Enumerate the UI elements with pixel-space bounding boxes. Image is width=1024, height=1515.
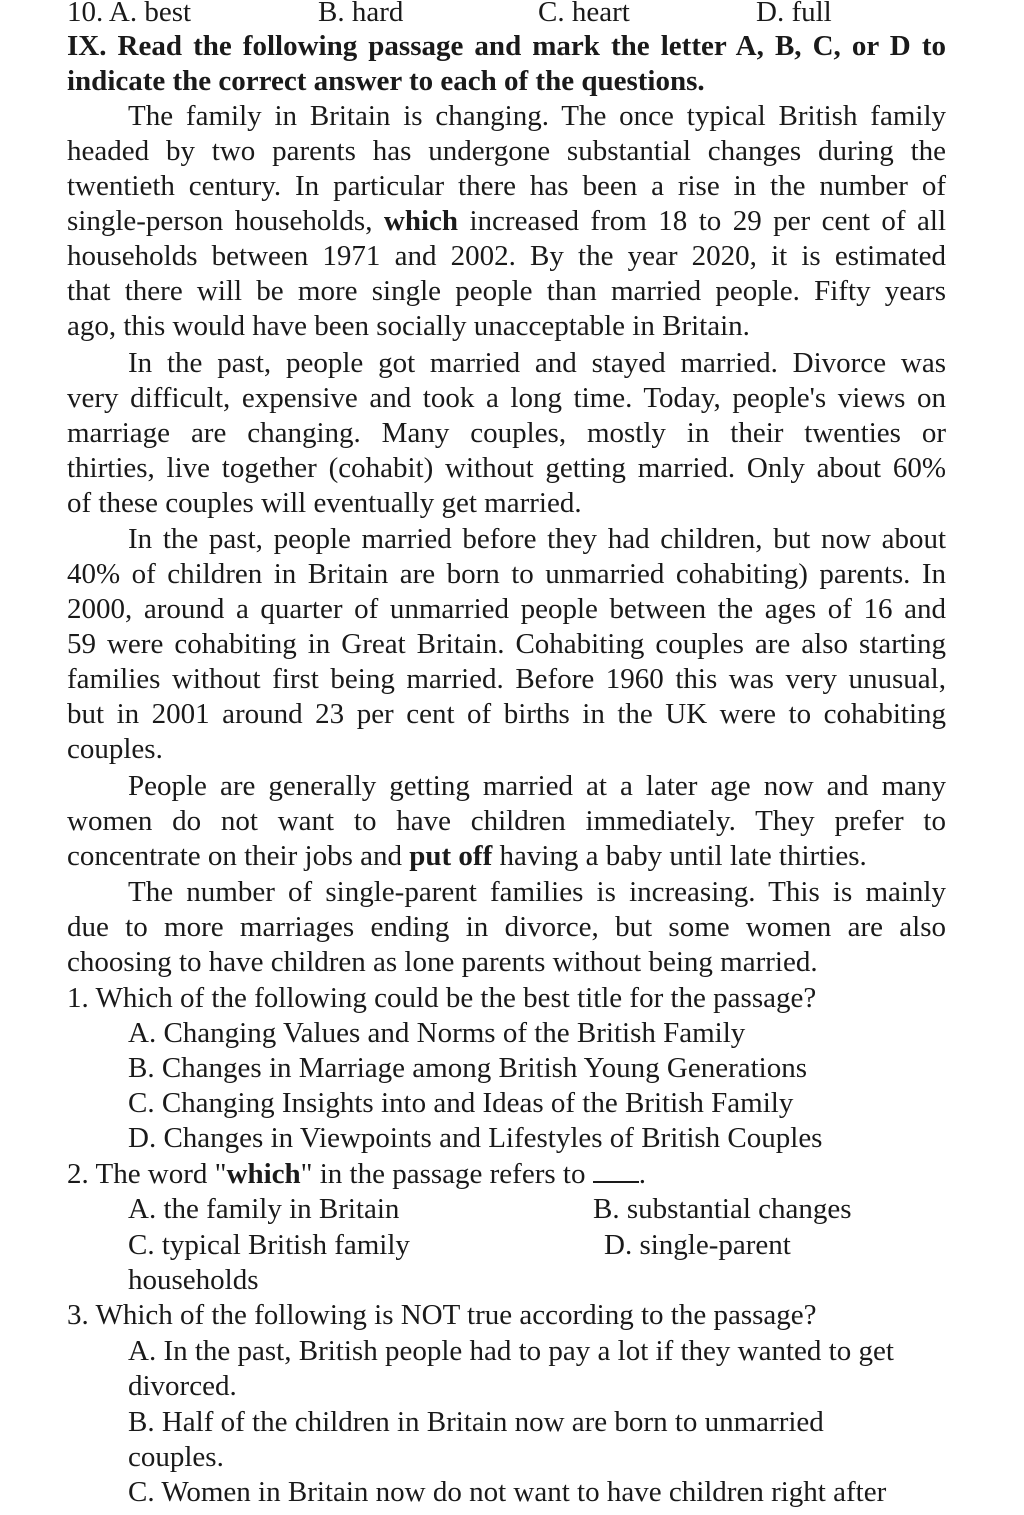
p5-line-3: choosing to have children as lone parents without being married. xyxy=(67,946,818,978)
p5-line-2: due to more marriages ending in divorce, but some women are also xyxy=(67,911,946,943)
p3-line-2: 40% of children in Britain are born to unmarried cohabiting) parents. In xyxy=(67,558,946,590)
q2-option-a: A. the family in Britain xyxy=(128,1193,400,1225)
p1-line-5: households between 1971 and 2002. By the year 2020, it is estimated xyxy=(67,240,946,272)
section-heading-line-1: IX. Read the following passage and mark the letter A, B, C, or D to xyxy=(67,30,946,62)
q1-stem: 1. Which of the following could be the best title for the passage? xyxy=(67,982,817,1014)
p2-line-5: of these couples will eventually get married. xyxy=(67,487,582,519)
highlighted-phrase-put-off: put off xyxy=(409,840,493,872)
q2-option-b: B. substantial changes xyxy=(593,1193,852,1225)
q2-stem: 2. The word "which" in the passage refers to . xyxy=(67,1158,646,1190)
section-heading-line-2: indicate the correct answer to each of the questions. xyxy=(67,65,705,97)
p2-line-4: thirties, live together (cohabit) without getting married. Only about 60% xyxy=(67,452,946,484)
q2-option-d: D. single-parent xyxy=(604,1229,791,1261)
p2-line-1: In the past, people got married and stayed married. Divorce was xyxy=(128,347,946,379)
q3-option-c: C. Women in Britain now do not want to have children right after xyxy=(128,1476,887,1508)
q1-option-b: B. Changes in Marriage among British Young Generations xyxy=(128,1052,808,1084)
p1-line-1: The family in Britain is changing. The once typical British family xyxy=(128,100,946,132)
p2-line-3: marriage are changing. Many couples, mostly in their twenties or xyxy=(67,417,946,449)
q2-option-c: C. typical British family xyxy=(128,1229,410,1261)
p1-line-3: twentieth century. In particular there has been a rise in the number of xyxy=(67,170,946,202)
p3-line-6: but in 2001 around 23 per cent of births in the UK were to cohabiting xyxy=(67,698,946,730)
p1-line-7: ago, this would have been socially unacceptable in Britain. xyxy=(67,310,750,342)
answer-blank xyxy=(593,1157,639,1183)
p3-line-4: 59 were cohabiting in Great Britain. Cohabiting couples are also starting xyxy=(67,628,946,660)
p5-line-1: The number of single-parent families is increasing. This is mainly xyxy=(128,876,946,908)
q10-option-c: C. heart xyxy=(538,0,630,28)
p2-line-2: very difficult, expensive and took a long time. Today, people's views on xyxy=(67,382,946,414)
q2-option-d-continued: households xyxy=(128,1264,259,1296)
p4-line-3: concentrate on their jobs and put off having a baby until late thirties. xyxy=(67,840,867,872)
p3-line-7: couples. xyxy=(67,733,163,765)
q10-number-option-a: 10. A. best xyxy=(67,0,192,28)
q3-option-b: B. Half of the children in Britain now are born to unmarried xyxy=(128,1406,824,1438)
p1-line-2: headed by two parents has undergone substantial changes during the xyxy=(67,135,946,167)
p3-line-1: In the past, people married before they had children, but now about xyxy=(128,523,946,555)
q3-option-a: A. In the past, British people had to pay a lot if they wanted to get xyxy=(128,1335,894,1367)
q10-option-b: B. hard xyxy=(318,0,404,28)
q1-option-a: A. Changing Values and Norms of the British Family xyxy=(128,1017,746,1049)
highlighted-word-which: which xyxy=(383,205,459,237)
p3-line-3: 2000, around a quarter of unmarried people between the ages of 16 and xyxy=(67,593,946,625)
q10-option-d: D. full xyxy=(756,0,832,28)
q3-option-a-continued: divorced. xyxy=(128,1370,237,1402)
q1-option-d: D. Changes in Viewpoints and Lifestyles of British Couples xyxy=(128,1122,823,1154)
q3-option-b-continued: couples. xyxy=(128,1441,224,1473)
p1-line-4: single-person households, which increased from 18 to 29 per cent of all xyxy=(67,205,946,237)
q2-keyword: which xyxy=(226,1158,301,1190)
q1-option-c: C. Changing Insights into and Ideas of the British Family xyxy=(128,1087,794,1119)
p4-line-1: People are generally getting married at a later age now and many xyxy=(128,770,946,802)
q3-stem: 3. Which of the following is NOT true according to the passage? xyxy=(67,1299,817,1331)
p3-line-5: families without first being married. Before 1960 this was very unusual, xyxy=(67,663,946,695)
p1-line-6: that there will be more single people than married people. Fifty years xyxy=(67,275,946,307)
p4-line-2: women do not want to have children immediately. They prefer to xyxy=(67,805,946,837)
